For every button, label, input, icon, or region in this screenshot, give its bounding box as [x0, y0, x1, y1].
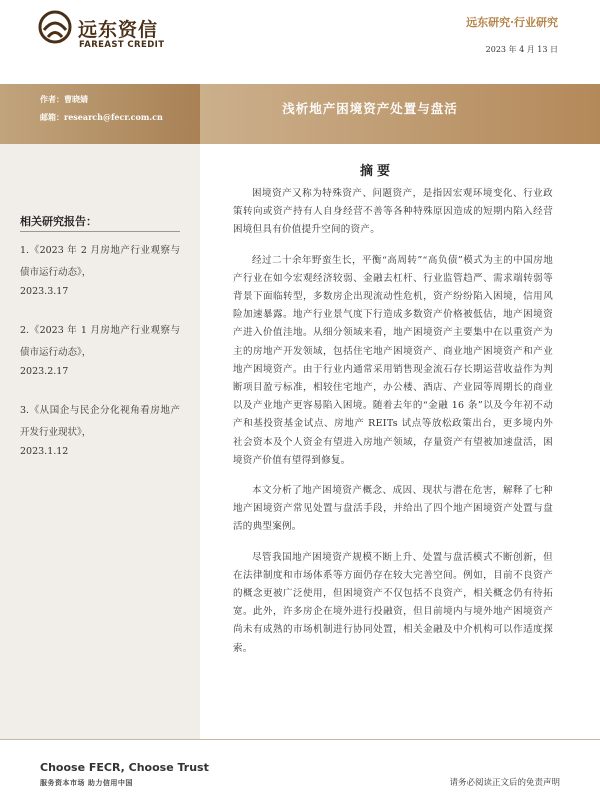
- fareast-logo-icon: [38, 10, 72, 48]
- author-label: 作者：曹晓婧: [40, 94, 88, 104]
- abstract-body: [233, 185, 553, 670]
- report-date: 2023 年 4 月 13 日: [485, 45, 558, 54]
- abstract-paragraph: 困境资产又称为特殊资产、问题资产，是指因宏观环境变化、行业政策转向或资产持有人自身经营不善等各种特殊原因造成的短期内陷入经营困境但具有价值提升空间的资产。: [233, 188, 553, 236]
- email-label[interactable]: 邮箱：research@fecr.com.cn: [40, 112, 163, 122]
- related-report-title: 1.《2023 年 2 月房地产行业观察与债市运行动态》，: [20, 245, 180, 278]
- footer-divider: [0, 739, 600, 740]
- slogan-en: Choose FECR, Choose Trust: [40, 761, 209, 774]
- abstract-heading: 摘要: [360, 164, 395, 179]
- related-reports-heading: 相关研究报告：: [20, 215, 97, 228]
- related-report-date: 2023.2.17: [20, 366, 69, 377]
- related-report-title: 3.《从国企与民企分化视角看房地产开发行业现状》，: [20, 405, 180, 438]
- disclaimer: 请务必阅读正文后的免责声明: [449, 778, 560, 788]
- list-item[interactable]: [20, 320, 180, 380]
- related-report-date: 2023.1.12: [20, 446, 69, 457]
- list-item[interactable]: [20, 240, 180, 300]
- abstract-paragraph: 尽管我国地产困境资产规模不断上升、处置与盘活模式不断创新，但在法律制度和市场体系等方面仍存在较大完善空间。例如，目前不良资产的概念更被广泛使用，但困境资产不仅包括不良资产，相关概念仍有待拓宽。此外，许多房企在境外进行投融资，但目前境内与境外地产困境资产尚未有成熟的市场机制进行协同处置，相关金融及中介机构可以作适度探索。: [233, 551, 553, 654]
- brand-name-cn: 远东资信: [78, 19, 159, 41]
- brand-name-en: FAREAST CREDIT: [79, 40, 165, 50]
- list-item[interactable]: [20, 400, 180, 460]
- slogan-cn: 服务资本市场 助力信用中国: [40, 779, 133, 787]
- report-title: 浅析地产困境资产处置与盘活: [282, 101, 458, 116]
- abstract-paragraph: 本文分析了地产困境资产概念、成因、现状与潜在危害，解释了七种地产困境资产常见处置与盘活手段，并给出了四个地产困境资产处置与盘活的典型案例。: [233, 485, 553, 533]
- abstract-paragraph: 经过二十余年野蛮生长，平衡“高周转”“高负债”模式为主的中国房地产行业在如今宏观经济较弱、金融去杠杆、行业监管趋严、需求端转弱等背景下面临转型，多数房企出现流动性危机，资产纷纷陷入困境，信用风险加速暴露。地产行业景气度下行造成多数资产价格被低估，地产困境资产进入价值洼地。从细分领域来看，地产困境资产主要集中在以重资产为主的房地产开发领域，包括住宅地产困境资产、商业地产困境资产和产业地产困境资产。由于行业内通常采用销售现金流石存长期运营收益作为判断项目盈亏标准，相较住宅地产，办公楼、酒店、产业园等周期长的商业以及产业地产更容易陷入困境。随着去年的“金融 16 条”以及今年初不动产和基投资基金试点、房地产 REITs 试点等放松政策出台，更多境内外社会资本及个人资金有望进入房地产领域，存量资产有望被加速盘活，困境资产价值有望得到修复。: [233, 254, 553, 466]
- report-series: 远东研究·行业研究: [466, 16, 558, 29]
- related-reports-list: [20, 240, 180, 480]
- company-logo: [38, 10, 238, 58]
- related-report-title: 2.《2023 年 1 月房地产行业观察与债市运行动态》，: [20, 325, 180, 358]
- divider: [20, 231, 180, 232]
- related-report-date: 2023.3.17: [20, 286, 69, 297]
